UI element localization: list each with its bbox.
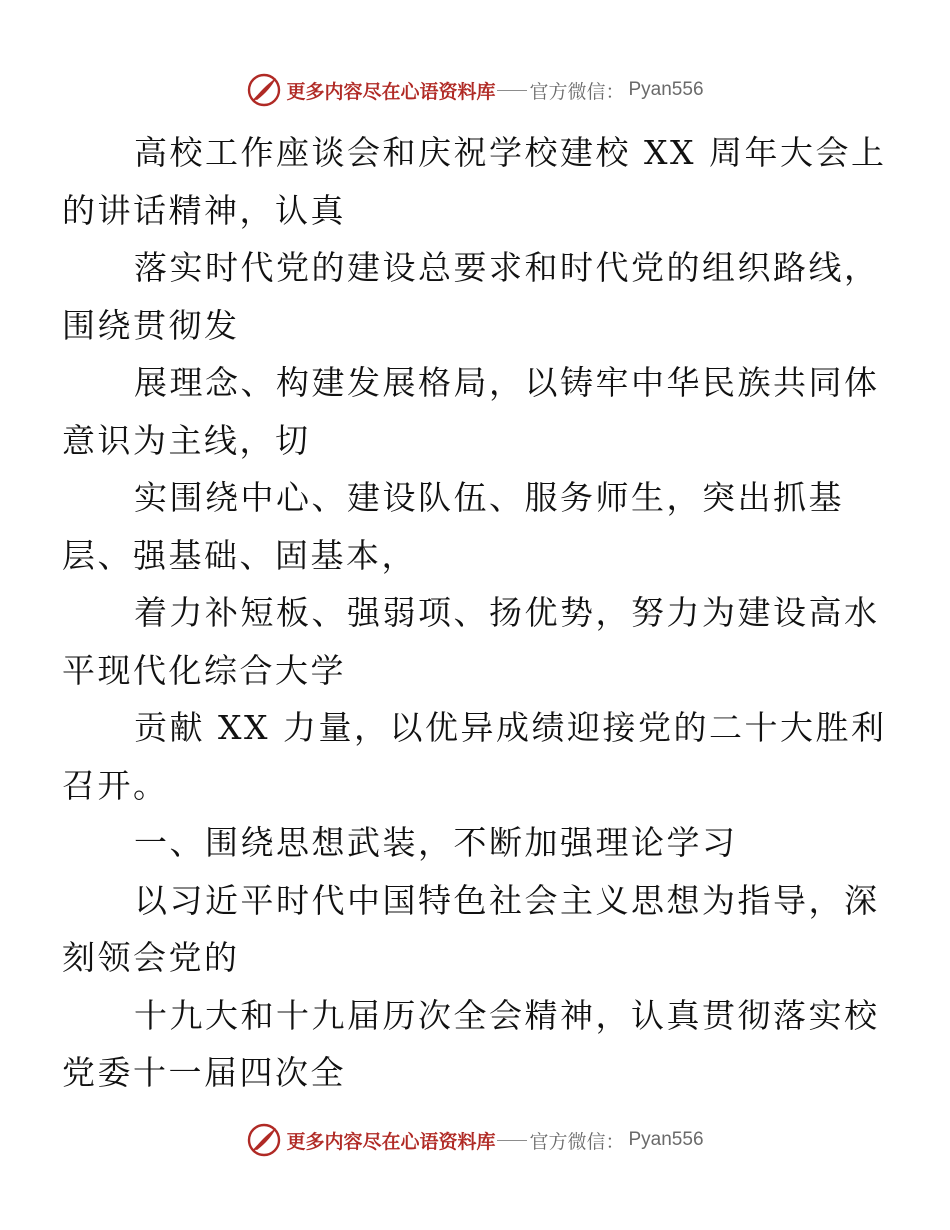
paragraph bbox=[62, 124, 887, 239]
section-heading bbox=[98, 814, 858, 872]
paragraph-line: 实围绕中心、建设队伍、服务师生，突出抓基 bbox=[134, 478, 844, 517]
paragraph-line: 落实时代党的建设总要求和时代党的组织路线， bbox=[134, 248, 880, 287]
watermark-dash bbox=[497, 90, 527, 91]
quill-logo-icon bbox=[246, 72, 282, 108]
document-body bbox=[62, 124, 887, 1102]
paragraph bbox=[62, 699, 887, 814]
footer-watermark bbox=[0, 1120, 950, 1160]
paragraph-line: 高校工作座谈会和庆祝学校建校 XX 周年大会上 bbox=[134, 133, 887, 172]
paragraph bbox=[62, 584, 880, 699]
quill-logo-icon bbox=[246, 1122, 282, 1158]
paragraph bbox=[62, 239, 880, 354]
paragraph-line: 召开。 bbox=[62, 765, 169, 805]
header-watermark bbox=[0, 70, 950, 110]
paragraph-line: 十九大和十九届历次全会精神，认真贯彻落实校 bbox=[134, 995, 880, 1035]
watermark-dash bbox=[497, 1140, 527, 1141]
paragraph-line: 着力补短板、强弱项、扬优势，努力为建设高水 bbox=[134, 593, 880, 632]
paragraph-line: 平现代化综合大学 bbox=[62, 650, 346, 690]
watermark-wechat-id: Pyan556 bbox=[628, 79, 704, 100]
paragraph-line: 层、强基础、固基本， bbox=[62, 535, 417, 575]
paragraph-line: 以习近平时代中国特色社会主义思想为指导，深 bbox=[134, 880, 880, 920]
paragraph-line: 围绕贯彻发 bbox=[62, 305, 240, 345]
paragraph-line: 刻领会党的 bbox=[62, 938, 240, 977]
paragraph-line: 的讲话精神，认真 bbox=[62, 190, 346, 230]
paragraph-line: 党委十一届四次全 bbox=[62, 1053, 346, 1092]
watermark-label: 官方微信： bbox=[529, 1130, 625, 1153]
watermark-brand: 更多内容尽在心语资料库 bbox=[286, 1130, 496, 1153]
watermark-brand: 更多内容尽在心语资料库 bbox=[286, 80, 496, 103]
section-heading-text: 一、围绕思想武装，不断加强理论学习 bbox=[134, 823, 738, 862]
paragraph bbox=[62, 872, 880, 987]
watermark-label: 官方微信： bbox=[529, 80, 625, 103]
paragraph-line: 贡献 XX 力量，以优异成绩迎接党的二十大胜利 bbox=[134, 708, 887, 747]
watermark-wechat-id: Pyan556 bbox=[628, 1129, 704, 1150]
paragraph-line: 意识为主线，切 bbox=[62, 420, 311, 460]
paragraph-line: 展理念、构建发展格局，以铸牢中华民族共同体 bbox=[134, 363, 880, 402]
paragraph bbox=[62, 987, 880, 1102]
paragraph bbox=[62, 354, 880, 469]
paragraph bbox=[62, 469, 858, 584]
